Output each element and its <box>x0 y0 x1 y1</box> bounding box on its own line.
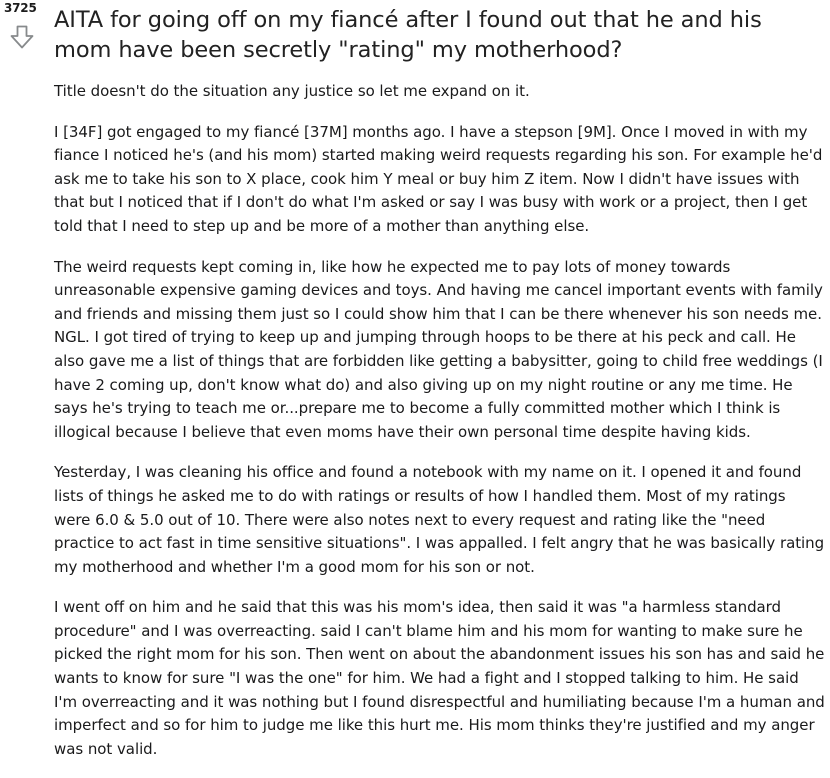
post-paragraph: I went off on him and he said that this was his mom's idea, then said it was "a harmless standard procedure" and I was overreacting. said I can't blame him and his mom for wanting to make sure he picked the right mom for his son. Then went on about the abandonment issues his son has and said he wants to know for sure "I was the one" for him. We had a fight and I stopped talking to him. He said I'm overreacting and it was nothing but I found disrespectful and humiliating because I'm a human and imperfect and so for him to judge me like this hurt me. His mom thinks they're justified and my anger was not valid. <box>54 598 825 758</box>
post-paragraph: Title doesn't do the situation any justice so let me expand on it. <box>54 82 530 100</box>
post-container <box>54 0 826 778</box>
post-paragraph: Yesterday, I was cleaning his office and found a notebook with my name on it. I opened it and found lists of things he asked me to do with ratings or results of how I handled them. Most of my ratings were 6.0 & 5.0 out of 10. There were also notes next to every request and rating like the "need practice to act fast in time sensitive situations". I was appalled. I felt angry that he was basically rating my motherhood and whether I'm a good mom for his son or not. <box>54 463 825 576</box>
post-paragraph: I [34F] got engaged to my fiancé [37M] months ago. I have a stepson [9M]. Once I moved in with my fiance I noticed he's (and his mom) started making weird requests regarding his son. For example he'd ask me to take his son to X place, cook him Y meal or buy him Z item. Now I didn't have issues with that but I noticed that if I don't do what I'm asked or say I was busy with work or a project, then I get told that I need to step up and be more of a mother than anything else. <box>54 122 823 235</box>
vote-score: 3725 <box>4 1 37 15</box>
post-body <box>54 80 826 761</box>
post-title[interactable]: AITA for going off on my fiancé after I found out that he and his mom have been secretly "rating" my motherhood? <box>54 7 762 63</box>
post-paragraph: The weird requests kept coming in, like how he expected me to pay lots of money towards unreasonable expensive gaming devices and toys. And having me cancel important events with family and friends and missing them just so I could show him that I can be there whenever his son needs me. NGL. I got tired of trying to keep up and jumping through hoops to be there at his peck and call. He also gave me a list of things that are forbidden like getting a babysitter, going to child free weddings (I have 2 coming up, don't know what do) and also giving up on my night routine or any me time. He says he's trying to teach me or...prepare me to become a fully committed mother which I think is illogical because I believe that even moms have their own personal time despite having kids. <box>54 257 823 441</box>
downvote-arrow-icon[interactable] <box>9 24 35 50</box>
